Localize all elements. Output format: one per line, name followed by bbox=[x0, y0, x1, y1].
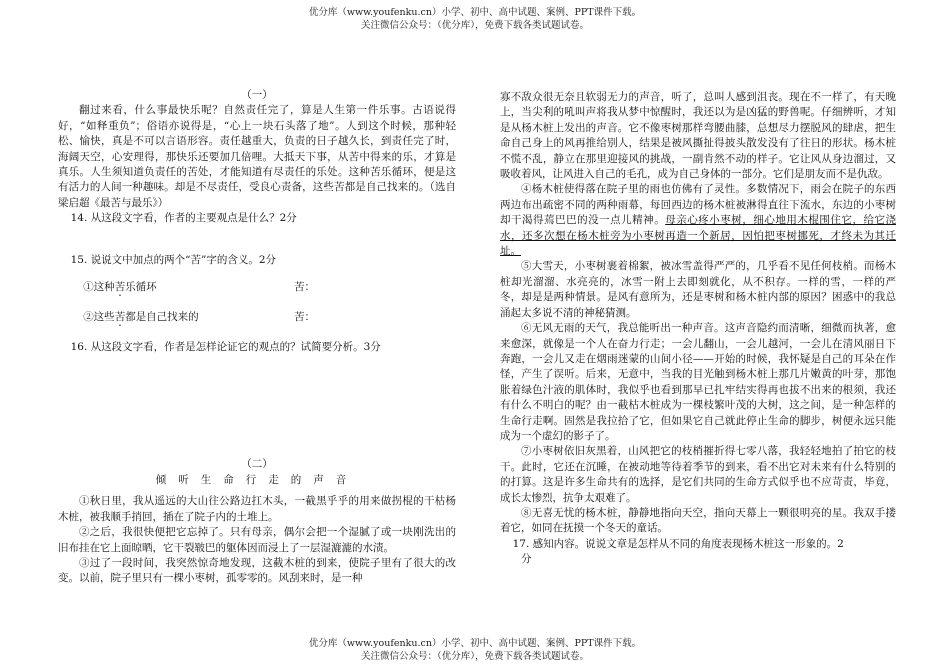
paragraph-7: ⑦小枣树依旧灰黑着，山风把它的枝梢摧折得七零八落，我轻轻地拍了拍它的枝干。此时，它还在沉睡，在被动地等待着季节的到来，看不出它对未来有什么特别的的打算。这是许多生命共有的选择，是它们共同的生命方式似乎也不应苛责，毕竟，成长太惨烈，抗争太艰难了。 bbox=[500, 445, 896, 504]
question-15-item-2 bbox=[58, 310, 456, 340]
item-1-answer-label: 苦： bbox=[294, 281, 315, 294]
page-header bbox=[0, 6, 950, 32]
answer-space-14 bbox=[58, 227, 456, 253]
paragraph-3: ③过了一段时间，我突然惊奇地发现，这截木桩的到来，使院子里有了很大的改变。以前，院子里只有一棵小枣树，孤零零的。风刮来时，是一种 bbox=[58, 556, 456, 585]
paragraph-4-underlined: 母亲心疼小枣树，细心地用木棍围住它，给它浇水，还多次想在杨木桩旁为小枣树再造一个新居，因怕把枣树挪死，才终未为其迁址。 bbox=[500, 214, 897, 258]
paragraph-4-text: ④杨木桩使得落在院子里的雨也仿佛有了灵性。多数情况下，雨会在院子的东西两边布出疏密不同的两种雨幕，每回西边的杨木桩被淋得直往下流水，东边的小枣树却干渴得蔫巴巴的没一点儿精神。 bbox=[500, 183, 896, 227]
section-2-label: （二） bbox=[241, 458, 273, 471]
emphasis-dot-char: 苦 bbox=[114, 281, 126, 294]
header-line-1: 优分库（www.youfenku.cn）小学、初中、高中试题、案例、PPT课件下载。 bbox=[308, 7, 642, 18]
section-1-label: （一） bbox=[241, 89, 273, 101]
question-15-item-1 bbox=[58, 280, 456, 310]
question-16: 16. 从这段文字看，作者是怎样论证它的观点的？试简要分析。3分 bbox=[70, 341, 381, 354]
question-14: 14. 从这段文字看，作者的主要观点是什么？2分 bbox=[70, 212, 297, 225]
paragraph-3-continued: 寡不敌众很无奈且软弱无力的声音，听了，总叫人感到沮丧。现在不一样了，有天晚上，当尖利的吼叫声将我从梦中惊醒时，我还以为是凶猛的野兽呢。仔细辨听，才知是从杨木桩上发出的声音。它不像枣树那样弯腰曲膝，总想尽力摆脱风的肆虐，把生命自己身上的风再推给别人，结果是被风撕扯得披头散发没有了往日的形状。杨木桩不慌不乱，静立在那里迎接风的挑战，一副肯然不动的样子。它让风从身边溜过，又吸收着风，让风进入自己的毛孔，成为自己身体的一部分。它们是朋友而不是仇敌。 bbox=[500, 91, 896, 181]
item-2-phrase: ②这些苦 bbox=[83, 311, 126, 324]
paragraph-4 bbox=[500, 182, 896, 259]
question-15: 15. 说说文中加点的两个“苦”字的含义。2分 bbox=[70, 253, 277, 266]
paragraph-6: ⑥无风无雨的天气，我总能听出一种声音。这声音隐约而清晰，细微而执著，愈来愈深，就像是一个人在奋力行走；一会儿翻山，一会儿越河，一会儿在清风丽日下奔跑，一会儿又走在烟雨迷蒙的山间小径——开始的时候，我怀疑是自己的耳朵在作怪，产生了误听。后来，无意中，当我的目光触到杨木桩上那几片嫩黄的叶芽，那饱胀着绿色汁液的肌体时，我似乎也看到那早已扎牢结实得再也拔不出来的根须，我还有什么不明白的呢？由一截枯木桩成为一棵枝繁叶茂的大树，这之间，是一种怎样的生命行走啊。固然是我拉拾了它，但如果它自己就此停止生命的脚步，树便永远只能成为一个虚幻的影子了。 bbox=[500, 322, 896, 442]
paragraph-1: ①秋日里，我从遥远的大山往公路边扛木头，一截黑乎乎的用来做拐棍的干枯杨木桩，被我顺手捎回，插在了院子内的土堆上。 bbox=[58, 495, 456, 523]
answer-space-16 bbox=[58, 355, 456, 457]
paragraph-8: ⑧无喜无忧的杨木桩，静静地指向天空，指向天幕上一颗很明亮的星。我双手搂着它，如同在抚摸一个冬天的童话。 bbox=[500, 506, 896, 535]
emphasis-dot-char: 苦 bbox=[114, 311, 126, 324]
item-2-answer-label: 苦： bbox=[294, 311, 315, 324]
spacer bbox=[58, 268, 456, 280]
item-2-text bbox=[83, 311, 199, 323]
item-2-phrase-rest: 都是自己找来的 bbox=[125, 311, 199, 324]
footer-line-1: 优分库（www.youfenku.cn）小学、初中、高中试题、案例、PPT课件下载。 bbox=[308, 638, 642, 649]
paragraph-2: ②之后，我很快便把它忘掉了。只有母亲，偶尔会把一个湿腻了或一块刚洗出的旧布挂在它上面晾晒，它干裂皲巴的躯体因而浸上了一层湿漉漉的水渍。 bbox=[58, 526, 456, 554]
page-footer bbox=[0, 637, 950, 663]
section-2-title: 倾听生命行走的声音 bbox=[155, 473, 359, 486]
item-1-text bbox=[83, 281, 157, 293]
question-17-score: 分 bbox=[521, 553, 532, 566]
paragraph-5: ⑤大雪天，小枣树裹着棉絮，被冰雪盖得严严的，几乎看不见任何枝梢。而杨木桩却光溜溜、水亮亮的，冰雪一附上去即刻就化，从不积存。一样的雪，一样的严冬，却是是两种情景。是风有意所为，还是枣树和杨木桩内部的原因？困惑中的我总涌起太多说不清的神秘猜测。 bbox=[500, 260, 896, 319]
right-column bbox=[500, 90, 896, 568]
left-column bbox=[58, 88, 456, 587]
passage-1: 翻过来看，什么事最快乐呢？自然责任完了，算是人生第一件乐事。古语说得好，“如释重负”；俗语亦说得是，“心上一块石头落了地”。人到这个时候，那种轻松、愉快，真是不可以言语形容。责任越重大，负责的日子越久长，到责任完了时，海阔天空，心安理得，那快乐还要加几倍哩。大抵天下事，从苦中得来的乐，才算是真乐。人生须知道负责任的苦处，才能知道有尽责任的乐处。这种苦乐循环，便是这有活力的人间一种趣味。却是不尽责任，受良心责备，这些苦都是自己找来的。（选自梁启超《最苦与最乐》） bbox=[58, 104, 456, 209]
question-17: 17. 感知内容。说说文章是怎样从不同的角度表现杨木桩这一形象的。2 bbox=[512, 537, 844, 550]
header-line-2: 关注微信公众号：（优分库），免费下载各类试题试卷。 bbox=[360, 20, 589, 31]
footer-line-2: 关注微信公众号：（优分库），免费下载各类试题试卷。 bbox=[360, 651, 589, 662]
item-1-phrase: ①这种苦乐循环 bbox=[83, 281, 157, 294]
